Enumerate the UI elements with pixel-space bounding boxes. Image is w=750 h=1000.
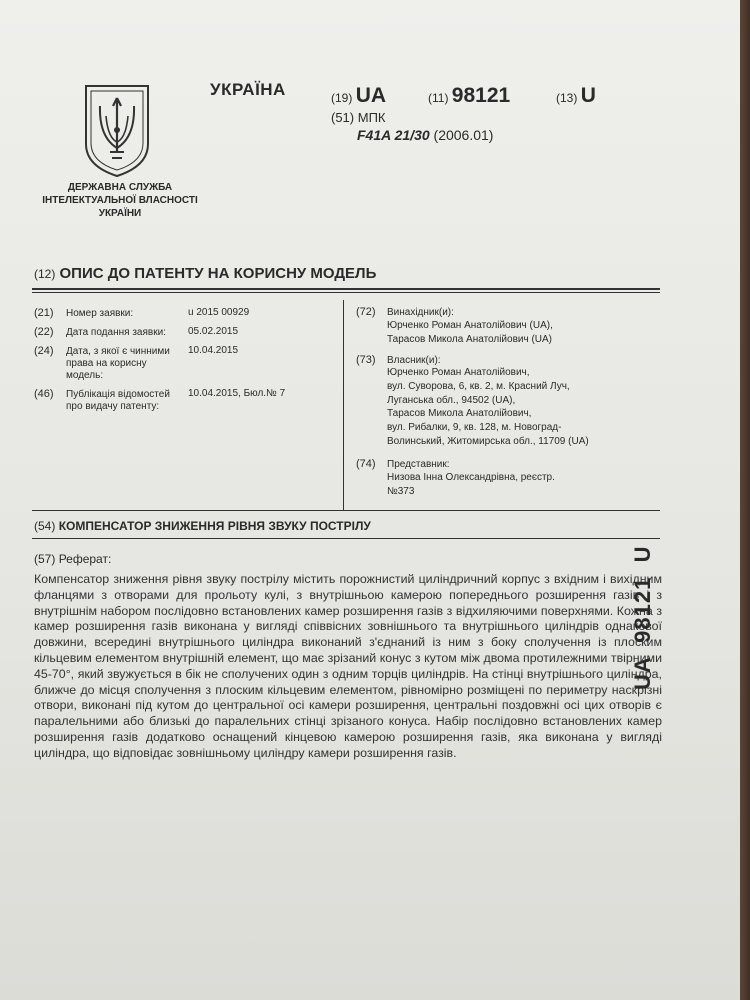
field-51 <box>331 110 386 125</box>
divider-bottom <box>32 538 660 539</box>
inventor-name: Юрченко Роман Анатолійович (UA), <box>387 320 553 331</box>
field-code: (46) <box>34 388 54 400</box>
invention-title-code: (54) <box>34 519 56 533</box>
field-11 <box>428 84 510 108</box>
owners-label: Власник(и): <box>387 355 441 366</box>
ipc-version: (2006.01) <box>433 127 494 143</box>
divider-top-thin <box>32 292 660 293</box>
field-46 <box>34 388 54 401</box>
abstract-code: (57) <box>34 552 56 566</box>
field-label: Дата подання заявки: <box>66 327 166 338</box>
representative-label: Представник: <box>387 459 450 470</box>
owner-name: Юрченко Роман Анатолійович, <box>387 367 530 378</box>
representative-name: Низова Інна Олександрівна, реєстр. <box>387 472 555 483</box>
field-code: (73) <box>356 354 376 366</box>
field-code: (21) <box>34 307 54 319</box>
field-11-code: (11) <box>428 91 449 105</box>
field-24 <box>34 345 54 358</box>
mpk-label: МПК <box>357 110 386 125</box>
field-code: (72) <box>356 306 376 318</box>
inventors-code <box>356 306 376 319</box>
owner-address: Волинський, Житомирська обл., 11709 (UA) <box>387 436 589 447</box>
document-kind: U <box>580 84 596 107</box>
inventor-name: Тарасов Микола Анатолійович (UA) <box>387 334 553 345</box>
ipc-class: F41A 21/30 <box>357 127 430 143</box>
field-13-code: (13) <box>556 91 578 105</box>
field-13 <box>556 84 596 108</box>
abstract-label: Реферат: <box>58 552 112 566</box>
field-code: (24) <box>34 345 54 357</box>
document-title-text: ОПИС ДО ПАТЕНТУ НА КОРИСНУ МОДЕЛЬ <box>59 265 377 282</box>
field-label: Дата, з якої є чинними права на корисну модель: <box>66 346 170 381</box>
divider-vertical <box>343 300 344 510</box>
owners-code <box>356 354 376 367</box>
divider-top <box>32 288 660 290</box>
page-edge <box>740 0 750 1000</box>
field-22 <box>34 326 54 339</box>
country-name: УКРАЇНА <box>210 80 286 99</box>
inventors-label: Винахідник(и): <box>387 307 454 318</box>
field-code: (22) <box>34 326 54 338</box>
owner-address: вул. Рибалки, 9, кв. 128, м. Новоград- <box>387 422 562 433</box>
field-51-code: (51) <box>331 110 355 125</box>
trident-emblem-icon <box>82 82 152 178</box>
owner-name: Тарасов Микола Анатолійович, <box>387 408 532 419</box>
field-label: Номер заявки: <box>66 308 134 319</box>
abstract-heading <box>34 552 111 566</box>
field-code: (74) <box>356 458 376 470</box>
country-code: UA <box>355 84 387 107</box>
representative-code <box>356 458 376 471</box>
application-number: u 2015 00929 <box>188 307 250 318</box>
publication-info: 10.04.2015, Бюл.№ 7 <box>188 388 286 399</box>
field-19-code: (19) <box>331 91 353 105</box>
side-patent-label: UA 98121 U <box>630 545 655 690</box>
document-title-code: (12) <box>34 267 56 281</box>
ipc-classification <box>357 127 493 143</box>
abstract-text: Компенсатор зниження рівня звуку пострілу містить порожнистий циліндричний корпус з вхідним і вихідним фланцями з отворами для прольоту кулі, з внутрішньою камерою попереднього розширення газів і з внутрішнім набором послідовно встановлених камер розширення газів з відхиляючими поверхнями. Кожна з камер розширення газів виконана у вигляді співвісних зовнішнього та внутрішнього циліндрів однакової довжини, всередині внутрішнього циліндра виконаний з'єднаний із ним з боку сполучення із плоским кільцевим елементом внутрішній елемент, що має зрізаний конус з кутом між двома протилежними твірними 45-70°, який звужується в бік не сполучених один з одним торців циліндрів. На стінці внутрішнього циліндра, ближче до місця сполучення з плоским кільцевим елементом, рівномірно розміщені по периметру наскрізні отвори, виконані під кутом до центральної осі камери розширення, центральні поздовжні осі цих отворів є паралельними або близькі до паралельних стінці зрізаного конуса. Набір послідовно встановлених камер розширення газів додатково оснащений кінцевою камерою розширення газів, яка виконана у вигляді циліндра, що відповідає зовнішньому циліндру камери розширення газів. <box>34 572 662 760</box>
patent-number: 98121 <box>451 84 511 107</box>
invention-title-text: КОМПЕНСАТОР ЗНИЖЕННЯ РІВНЯ ЗВУКУ ПОСТРІЛУ <box>58 519 371 533</box>
owner-address: вул. Суворова, 6, кв. 2, м. Красний Луч, <box>387 381 570 392</box>
agency-name: ДЕРЖАВНА СЛУЖБА ІНТЕЛЕКТУАЛЬНОЇ ВЛАСНОСТІ УКРАЇНИ <box>42 182 198 219</box>
representative-reg: №373 <box>387 486 415 497</box>
field-19 <box>331 84 386 108</box>
field-21 <box>34 307 54 320</box>
rights-date: 10.04.2015 <box>188 345 239 356</box>
filing-date: 05.02.2015 <box>188 326 239 337</box>
field-label: Публікація відомостей про видачу патенту: <box>66 389 170 412</box>
invention-title <box>34 519 371 533</box>
owner-address: Луганська обл., 94502 (UA), <box>387 395 516 406</box>
divider-mid <box>32 510 660 511</box>
document-title <box>34 265 376 282</box>
